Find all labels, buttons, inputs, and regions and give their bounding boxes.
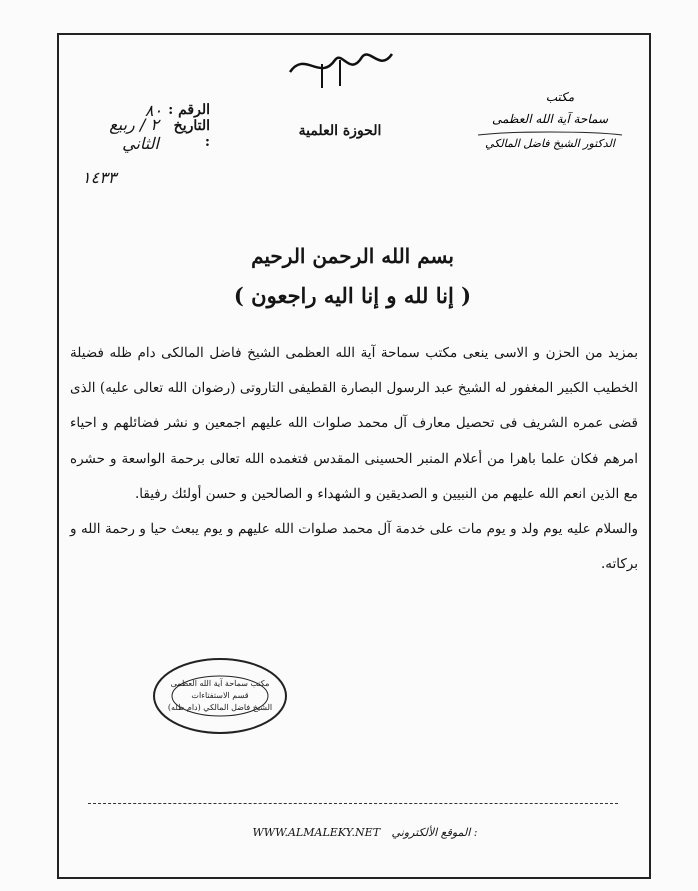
stamp-line-1: مكتب سماحة آية الله العظمى xyxy=(170,679,270,688)
letter-body xyxy=(70,336,638,582)
website-label: الموقع الألكتروني : xyxy=(391,826,478,839)
ref-value: ٨٠ xyxy=(144,100,163,120)
date-label: التاريخ : xyxy=(173,118,210,150)
paragraph-2: والسلام عليه يوم ولد و يوم مات على خدمة آل محمد صلوات الله عليهم و يوم يبعث حيا و رحمة الله و بركاته. xyxy=(70,521,638,573)
date-year: ١٤٣٣ xyxy=(82,168,117,187)
date-row xyxy=(70,115,210,153)
office-line2: الدكتور الشيخ فاضل المالكي xyxy=(485,137,615,150)
stamp-line-2: قسم الاستفتاءات xyxy=(191,691,249,700)
reference-block xyxy=(70,98,210,153)
website-url[interactable]: WWW.ALMALEKY.NET xyxy=(252,826,381,839)
ref-label: الرقم : xyxy=(168,102,210,118)
stamp-text xyxy=(150,655,290,737)
seminary-label: الحوزة العلمية xyxy=(298,123,382,139)
footer-divider xyxy=(88,803,618,804)
office-line1: سماحة آية الله العظمى xyxy=(491,112,609,126)
footer-website xyxy=(215,826,515,839)
basmala: بسم الله الرحمن الرحيم xyxy=(251,244,454,268)
letter-title xyxy=(80,236,625,316)
office-calligraphy-art xyxy=(470,85,630,165)
office-heading xyxy=(470,85,630,165)
office-title: مكتب xyxy=(545,90,575,104)
verse: ( إنا لله و إنا اليه راجعون ) xyxy=(233,283,472,308)
paragraph-1: بمزيد من الحزن و الاسى ينعى مكتب سماحة آية الله العظمى الشيخ فاضل المالكى دام ظله فضيلة الخطيب الكبير المغفور له الشيخ عبد الرسول البصارة القطيفى التاروتى (رضوان الله تعالى عليه) الذى قضى عمره الشريف فى تحصيل معارف آل محمد صلوات الله عليهم اجمعين و نشر فضائلهم و احياء امرهم فكان علما باهرا من أعلام المنبر الحسينى المقدس فتغمده الله تعالى برحمة الواسعة و حشره مع الذين انعم الله عليهم من النبيين و الصديقين و الشهداء و الصالحين و حسن أولئك رفيقا. xyxy=(70,345,638,502)
date-value: ٢ / ربيع الثاني xyxy=(109,115,159,153)
invocation-calligraphy xyxy=(280,42,400,92)
office-stamp xyxy=(150,655,290,737)
invocation-calligraphy-art xyxy=(280,42,400,92)
stamp-line-3: الشيخ فاضل المالكي (دام ظله) xyxy=(167,703,273,712)
